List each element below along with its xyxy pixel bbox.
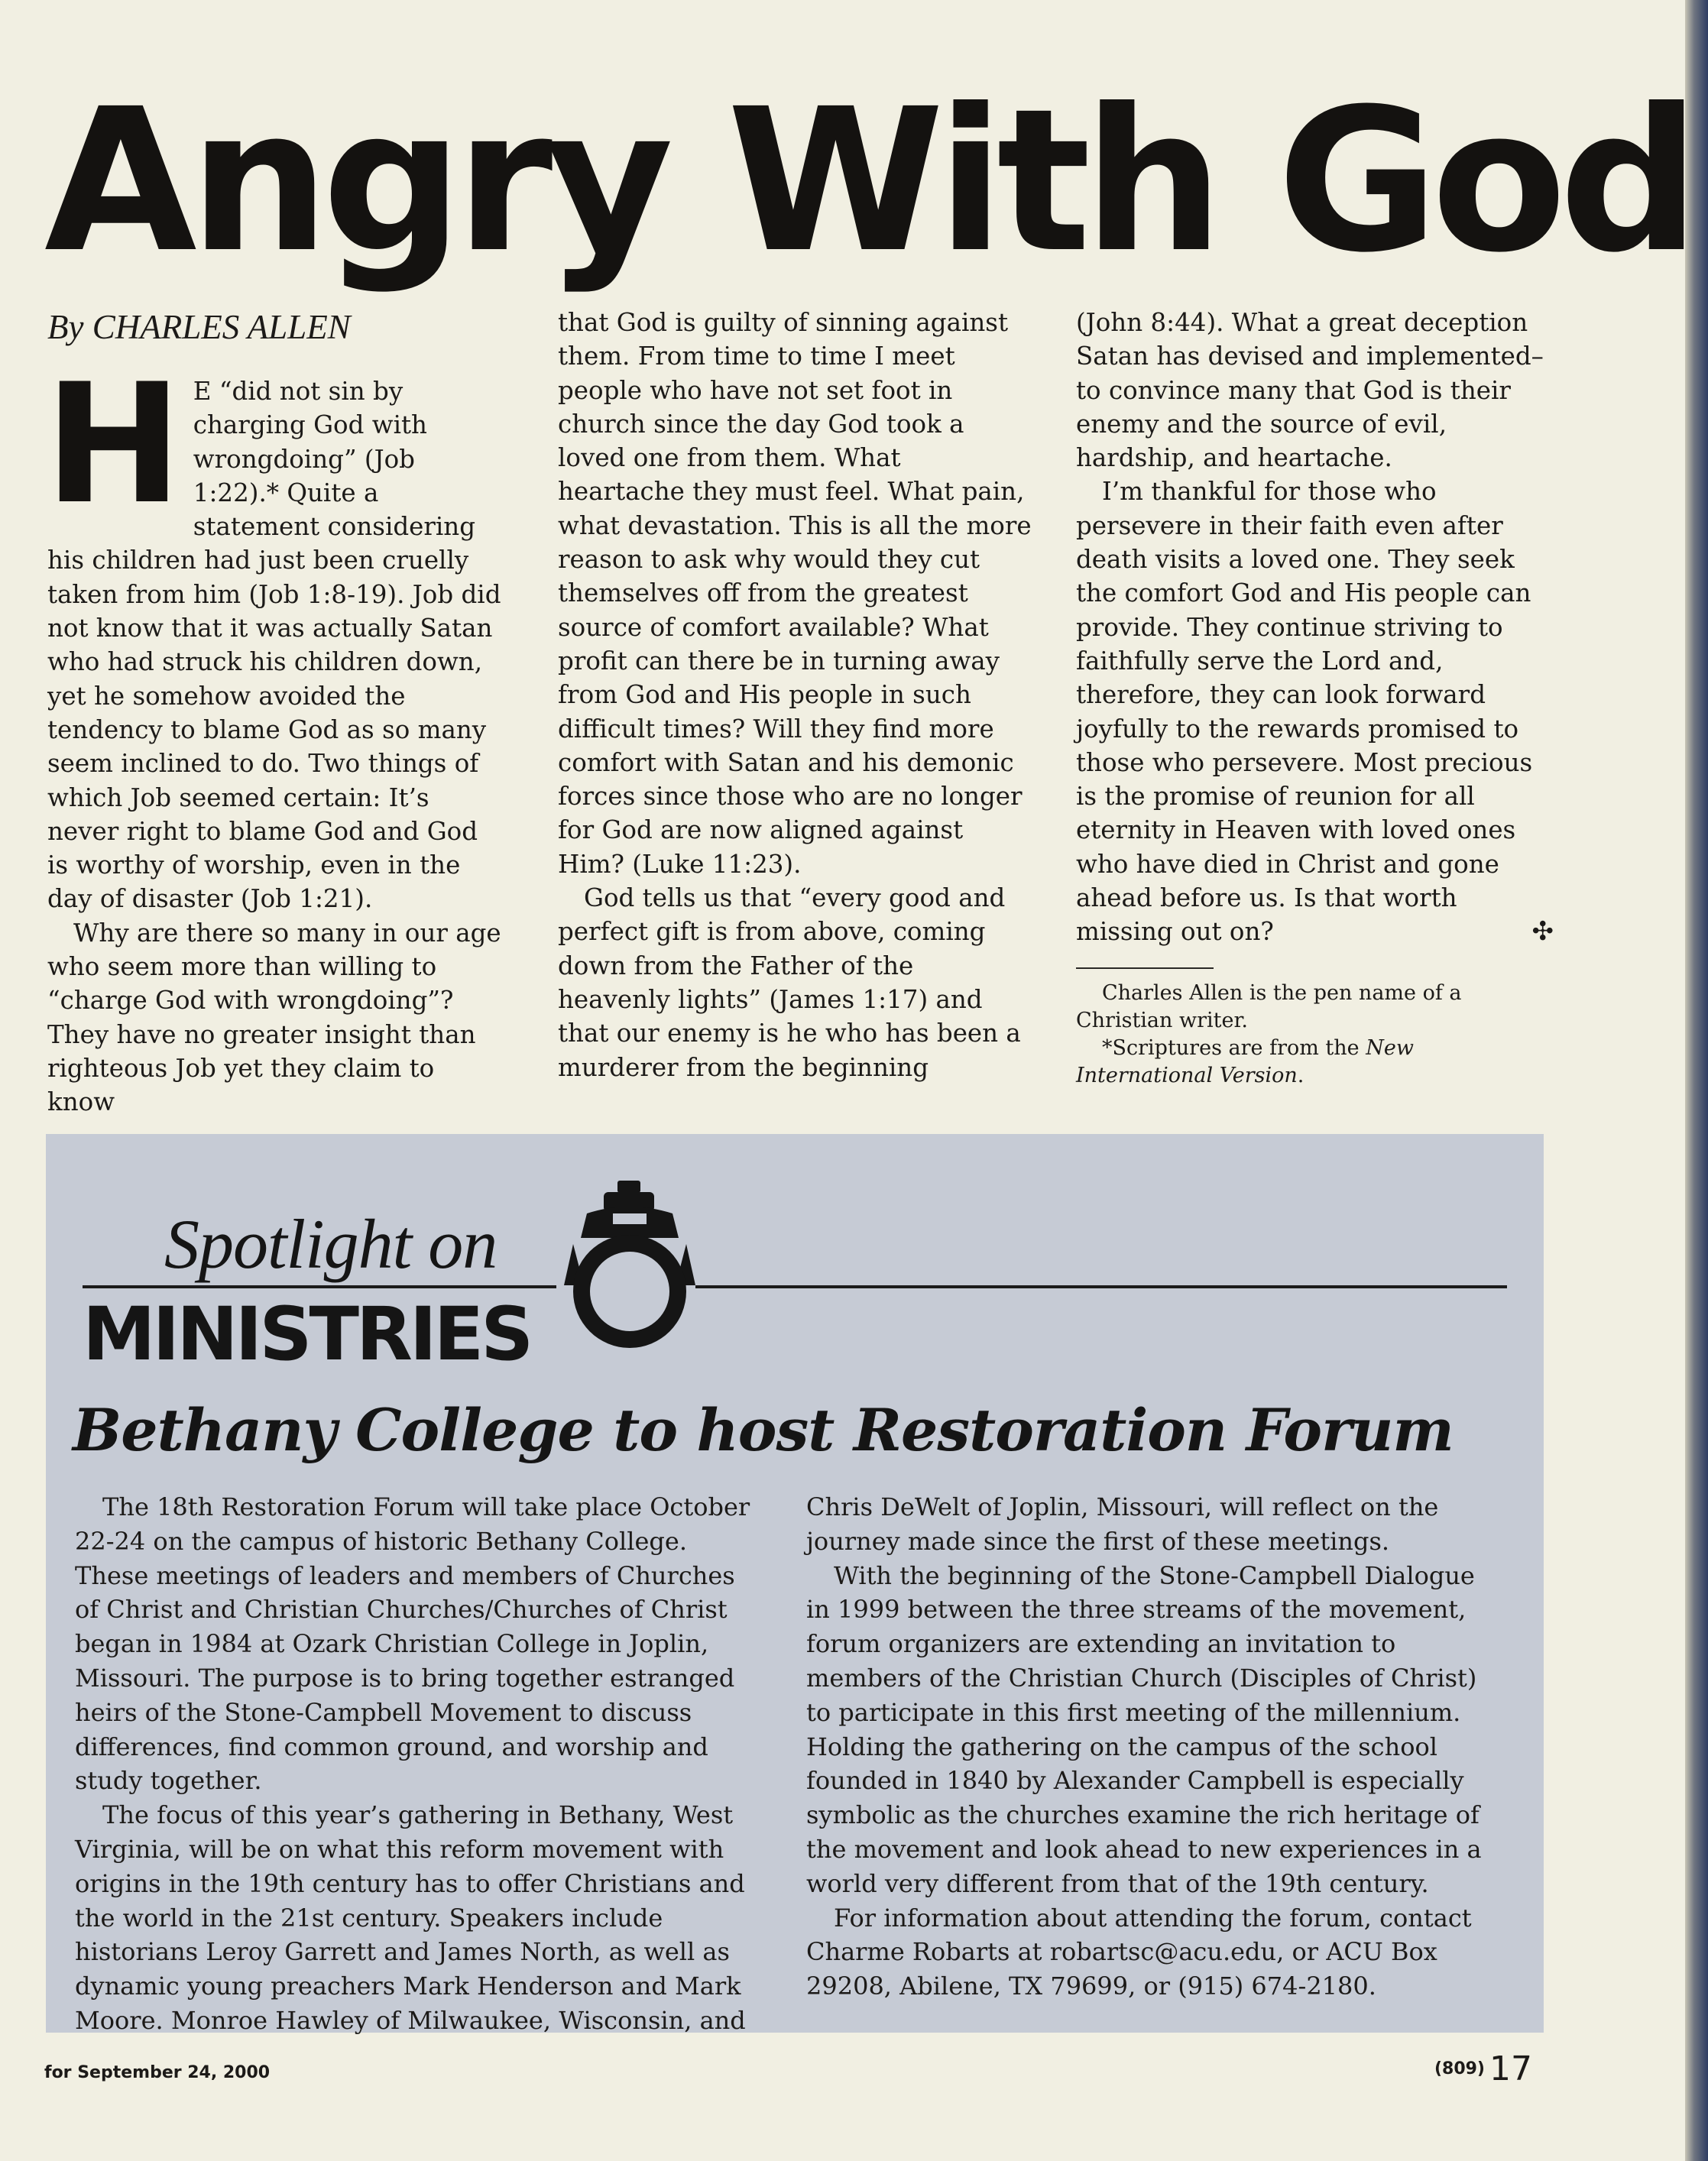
page-edge bbox=[1685, 0, 1708, 2161]
forum-headline: Bethany College to host Restoration Forum bbox=[73, 1396, 1454, 1464]
article-paragraph bbox=[44, 348, 506, 916]
oil-lamp-icon bbox=[556, 1177, 709, 1356]
spotlight-script-heading: Spotlight on bbox=[164, 1205, 497, 1283]
version-name: New International Version bbox=[1076, 1035, 1414, 1087]
article-paragraph: (John 8:44). What a great deception Satan has devised and implemented–to convince many that God is their enemy and the source of evil, hardship, and heartache. bbox=[1076, 308, 1544, 473]
issue-date: for September 24, 2000 bbox=[44, 2063, 271, 2082]
article-paragraph bbox=[1076, 475, 1554, 948]
spotlight-rule-left bbox=[83, 1285, 556, 1288]
forum-column-2 bbox=[806, 1490, 1498, 2004]
paragraph-text: E “did not sin by charging God with wrongdoing” (Job 1:22).* Quite a statement considering his children had just been cruelly taken from him (Job 1:8-19). Job did not know that it was actually Satan who had struck his children down, yet he somehow avoided the tendency to blame God as so many seem inclined to do. Two things of which Job seemed certain: It’s never right to blame God and God is worthy of worship, even in the day of disaster (Job 1:21). bbox=[47, 377, 501, 914]
forum-paragraph: The 18th Restoration Forum will take place October 22-24 on the campus of historic Bethany College. These meetings of leaders and members of Churches of Christ and Christian Churches/Churches of Christ began in 1984 at Ozark Christian College in Joplin, Missouri. The purpose is to bring together estranged heirs of the Stone-Campbell Movement to discuss differences, find common ground, and worship and study together. bbox=[75, 1492, 750, 1796]
forum-paragraph: With the beginning of the Stone-Campbell Dialogue in 1999 between the three streams of the movement, forum organizers are extending an invitation to members of the Christian Church (Disciples of Christ) to participate in this first meeting of the millennium. Holding the gathering on the campus of the school founded in 1840 by Alexander Campbell is especially symbolic as the churches examine the rich heritage of the movement and look ahead to new experiences in a world very different from that of the 19th century. bbox=[806, 1560, 1482, 1898]
forum-paragraph: For information about attending the forum, contact Charme Robarts at robartsc@acu.edu, or ACU Box 29208, Abilene, TX 79699, or (915) 674-2180. bbox=[806, 1903, 1472, 2001]
page-number-value: 17 bbox=[1489, 2049, 1532, 2088]
paragraph-text: I’m thankful for those who persevere in their faith even after death visits a loved one. They seek the comfort God and His people can provide. They continue striving to faithfully serve the Lord and, therefore, they can look forward joyfully to the rewards promised to those who persevere. Most precious is the promise of reunion for all eternity in Heaven with loved ones who have died in Christ and gone ahead before us. Is that worth missing out on? bbox=[1076, 477, 1533, 947]
author-note: Charles Allen is the pen name of a Christian writer. bbox=[1076, 980, 1462, 1032]
byline: By CHARLES ALLEN bbox=[47, 308, 351, 346]
note-divider bbox=[1076, 967, 1214, 969]
page-number-paren: (809) bbox=[1434, 2059, 1485, 2078]
end-mark-icon: ✣ bbox=[1531, 916, 1554, 948]
ministries-heading: MINISTRIES bbox=[83, 1291, 531, 1377]
page-number bbox=[1434, 2049, 1532, 2088]
article-title: Angry With God bbox=[44, 66, 1693, 296]
drop-cap: H bbox=[44, 348, 183, 540]
forum-paragraph: Chris DeWelt of Joplin, Missouri, will reflect on the journey made since the first of these meetings. bbox=[806, 1492, 1439, 1556]
scripture-note: *Scriptures are from the New International Version. bbox=[1076, 1035, 1414, 1087]
article-paragraph: Why are there so many in our age who seem more than willing to “charge God with wrongdoing”? They have no greater insight than righteous Job yet they claim to know bbox=[47, 918, 501, 1117]
article-paragraph: that God is guilty of sinning against them. From time to time I meet people who have not set foot in church since the day God took a loved one from them. What heartache they must feel. What pain, what devastation. This is all the more reason to ask why would they cut themselves off from the greatest source of comfort available? What profit can there be in turning away from God and His people in such difficult times? Will they find more comfort with Satan and his demonic forces since those who are no longer for God are now aligned against Him? (Luke 11:23). bbox=[558, 308, 1032, 879]
article-column-2 bbox=[558, 306, 1032, 1084]
article-paragraph: God tells us that “every good and perfect gift is from above, coming down from the Father of the heavenly lights” (James 1:17) and that our enemy is he who has been a murderer from the beginning bbox=[558, 883, 1021, 1082]
article-column-1 bbox=[44, 348, 506, 1119]
article-column-3 bbox=[1076, 306, 1554, 1090]
forum-column-1 bbox=[75, 1490, 759, 2038]
spotlight-rule-right bbox=[695, 1285, 1507, 1288]
forum-paragraph: The focus of this year’s gathering in Bethany, West Virginia, will be on what this reform movement with origins in the 19th century has to offer Christians and the world in the 21st century. Speakers include historians Leroy Garrett and James North, as well as dynamic young preachers Mark Henderson and Mark Moore. Monroe Hawley of Milwaukee, Wisconsin, and bbox=[75, 1800, 746, 2035]
